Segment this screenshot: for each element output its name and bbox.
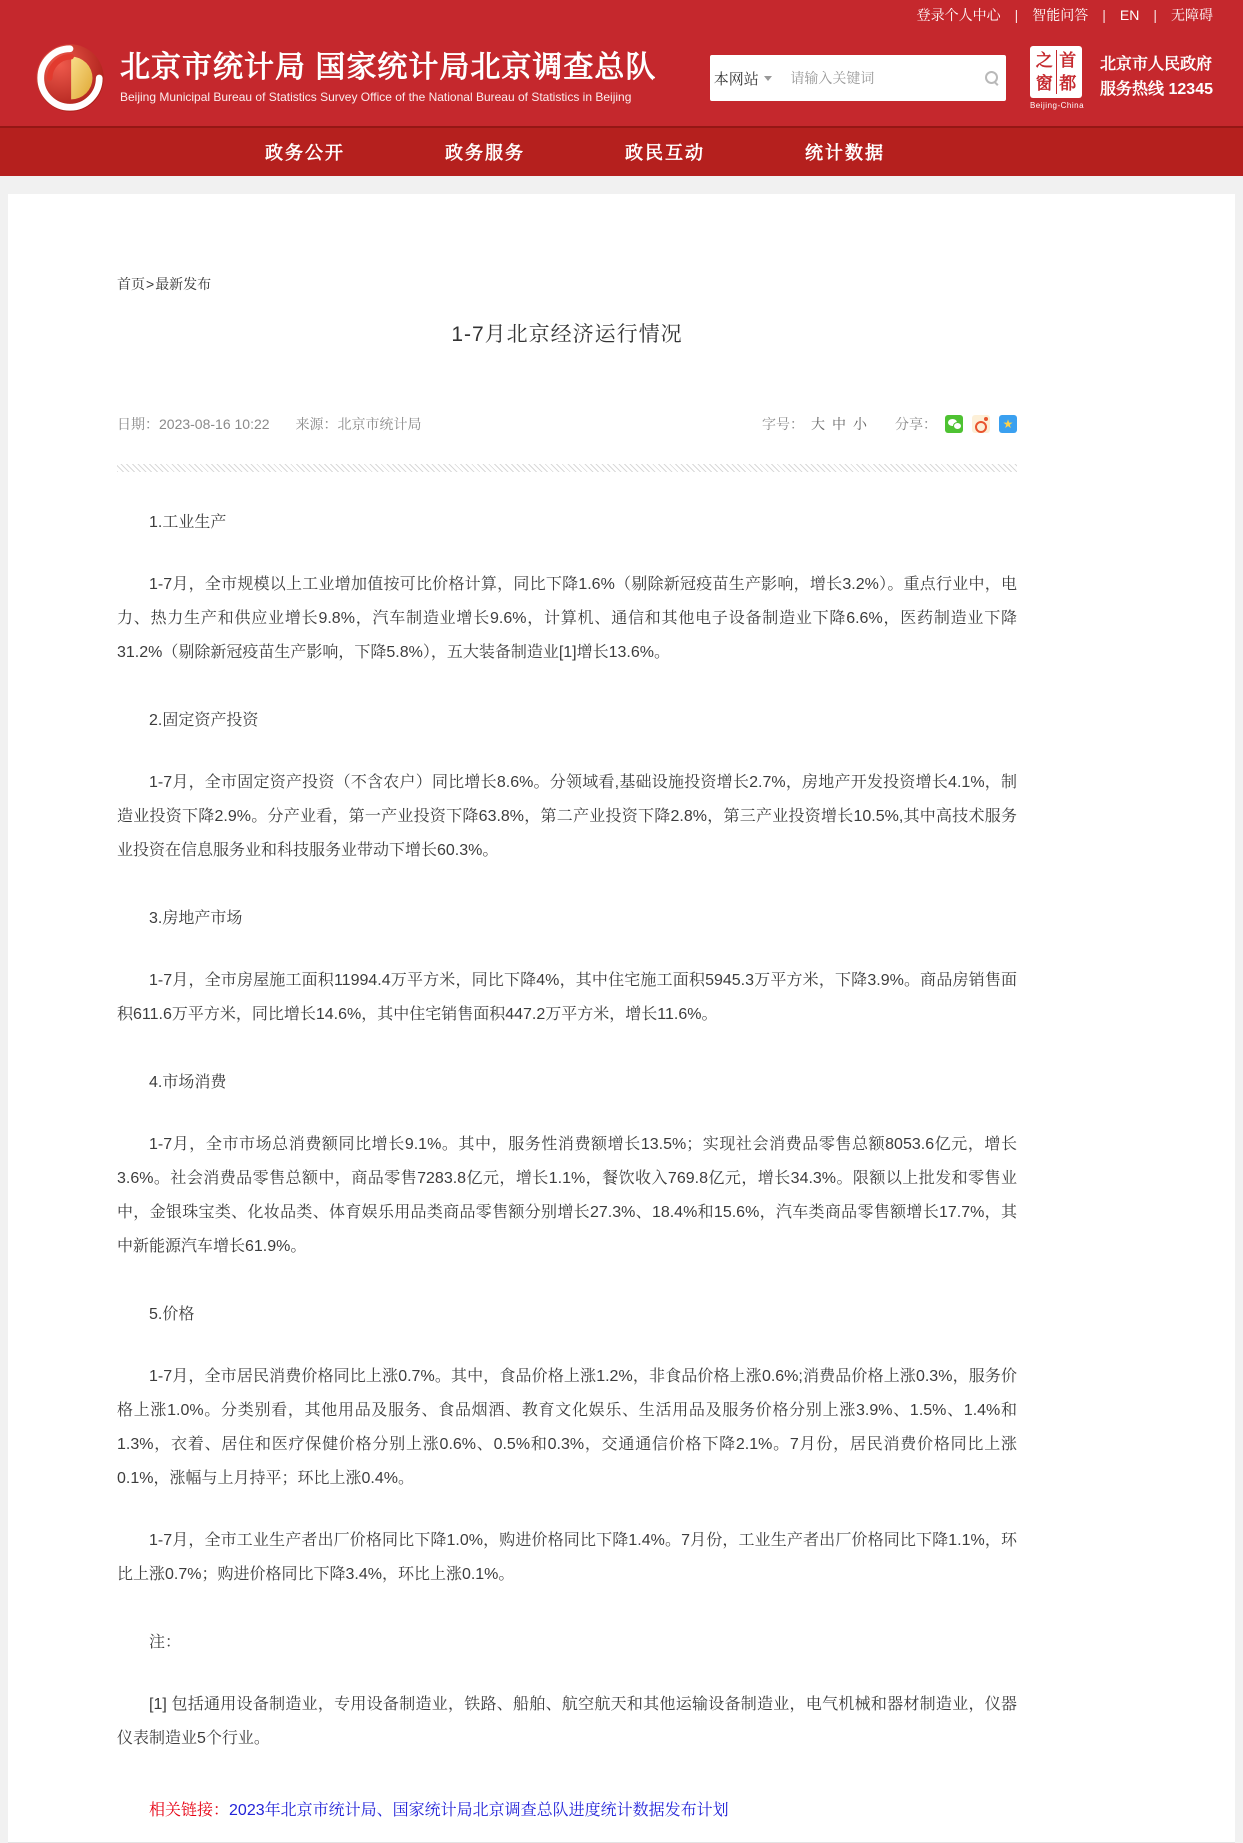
bureau-logo bbox=[34, 42, 106, 114]
breadcrumb bbox=[117, 274, 1017, 294]
breadcrumb-latest-release[interactable]: 最新发布 bbox=[155, 276, 212, 292]
topbar-link-login[interactable]: 登录个人中心 bbox=[916, 7, 1001, 23]
topbar-link-smart-qa[interactable]: 智能问答 bbox=[1032, 7, 1089, 23]
article-section bbox=[117, 902, 1017, 1032]
article-section bbox=[117, 1066, 1017, 1264]
topbar-separator: | bbox=[1014, 7, 1019, 23]
date-value: 2023-08-16 10:22 bbox=[159, 416, 270, 432]
topbar-link-english[interactable]: EN bbox=[1119, 7, 1140, 23]
seal-char: 都 bbox=[1059, 74, 1077, 94]
fontsize-medium-button[interactable]: 中 bbox=[832, 416, 846, 432]
share-icons bbox=[945, 415, 1017, 433]
section-paragraph: 1-7月，全市规模以上工业增加值按可比价格计算，同比下降1.6%（剔除新冠疫苗生产影响，增长3.2%）。重点行业中，电力、热力生产和供应业增长9.8%，汽车制造业增长9.6%，计算机、通信和其他电子设备制造业下降6.6%，医药制造业下降31.2%（剔除新冠疫苗生产影响，下降5.8%），五大装备制造业[1]增长13.6%。 bbox=[117, 576, 1017, 661]
site-subtitle: Beijing Municipal Bureau of Statistics Survey Office of the National Bureau of Statistics in Beijing bbox=[120, 89, 632, 104]
related-links-row bbox=[117, 1794, 1017, 1828]
article bbox=[117, 194, 1017, 1828]
header-right bbox=[710, 46, 1213, 110]
search-input[interactable] bbox=[776, 55, 977, 101]
article-section bbox=[117, 704, 1017, 868]
site-title: 北京市统计局 国家统计局北京调查总队 bbox=[120, 51, 657, 85]
topbar bbox=[0, 0, 1243, 30]
related-links-label: 相关链接： bbox=[149, 1802, 230, 1819]
brand-text bbox=[120, 51, 656, 104]
fontsize-large-button[interactable]: 大 bbox=[811, 416, 825, 432]
article-section bbox=[117, 506, 1017, 670]
hotline-line1: 北京市人民政府 bbox=[1100, 56, 1213, 74]
chevron-down-icon bbox=[764, 76, 772, 81]
search-scope-select[interactable] bbox=[710, 55, 776, 101]
nav-item-public-interaction[interactable]: 政民互动 bbox=[625, 143, 705, 163]
capital-window-seal[interactable] bbox=[1030, 46, 1084, 110]
source-label: 来源： bbox=[295, 416, 338, 432]
section-paragraph: 1-7月，全市固定资产投资（不含农户）同比增长8.6%。分领域看,基础设施投资增长2.7%，房地产开发投资增长4.1%，制造业投资下降2.9%。分产业看，第一产业投资下降63.8%，第二产业投资下降2.8%，第三产业投资增长10.5%,其中高技术服务业投资在信息服务业和科技服务业带动下增长60.3%。 bbox=[117, 774, 1017, 859]
section-heading: 4.市场消费 bbox=[149, 1074, 227, 1091]
source-value: 北京市统计局 bbox=[337, 416, 422, 432]
topbar-link-accessibility[interactable]: 无障碍 bbox=[1171, 7, 1213, 23]
section-paragraph: 1-7月，全市工业生产者出厂价格同比下降1.0%，购进价格同比下降1.4%。7月份，工业生产者出厂价格同比下降1.1%，环比上涨0.7%；购进价格同比下降3.4%，环比上涨0.1%。 bbox=[117, 1532, 1017, 1583]
main-nav bbox=[0, 126, 1243, 176]
search-icon bbox=[985, 71, 999, 85]
topbar-separator: | bbox=[1153, 7, 1157, 23]
seal-char: 窗 bbox=[1035, 74, 1053, 94]
seal-grid bbox=[1030, 46, 1082, 98]
fontsize-small-button[interactable]: 小 bbox=[853, 416, 867, 432]
seal-caption: Beijing-China bbox=[1029, 101, 1085, 110]
related-link[interactable]: 2023年北京市统计局、国家统计局北京调查总队进度统计数据发布计划 bbox=[229, 1802, 729, 1819]
qzone-share-icon[interactable]: ★ bbox=[999, 415, 1017, 433]
hotline-line2: 服务热线 12345 bbox=[1100, 81, 1213, 98]
share-label: 分享： bbox=[895, 416, 937, 432]
section-paragraph: 1-7月，全市房屋施工面积11994.4万平方米，同比下降4%，其中住宅施工面积5945.3万平方米，下降3.9%。商品房销售面积611.6万平方米，同比增长14.6%，其中住宅销售面积447.2万平方米，增长11.6%。 bbox=[117, 972, 1017, 1023]
hatched-divider bbox=[117, 464, 1017, 472]
search-button[interactable] bbox=[977, 55, 1006, 101]
article-section bbox=[117, 1298, 1017, 1592]
section-heading: 3.房地产市场 bbox=[149, 910, 243, 927]
article-meta bbox=[117, 414, 1017, 434]
seal-char: 之 bbox=[1035, 50, 1053, 70]
section-paragraph: [1] 包括通用设备制造业，专用设备制造业，铁路、船舶、航空航天和其他运输设备制造业，电气机械和器材制造业，仪器仪表制造业5个行业。 bbox=[117, 1696, 1017, 1747]
section-heading: 注： bbox=[149, 1634, 182, 1651]
search-box bbox=[710, 55, 1006, 101]
nav-item-gov-disclosure[interactable]: 政务公开 bbox=[265, 143, 345, 163]
section-heading: 1.工业生产 bbox=[149, 514, 227, 531]
fontsize-label: 字号： bbox=[762, 416, 804, 432]
section-heading: 5.价格 bbox=[149, 1306, 195, 1323]
gov-hotline bbox=[1100, 53, 1213, 103]
site-header bbox=[0, 30, 1243, 126]
search-scope-label: 本网站 bbox=[713, 70, 759, 88]
article-section bbox=[117, 1626, 1017, 1756]
article-body bbox=[117, 506, 1017, 1828]
wechat-share-icon[interactable] bbox=[945, 415, 963, 433]
breadcrumb-home[interactable]: 首页 bbox=[117, 276, 145, 292]
section-heading: 2.固定资产投资 bbox=[149, 712, 259, 729]
breadcrumb-separator: > bbox=[146, 276, 155, 292]
seal-char: 首 bbox=[1059, 50, 1077, 70]
topbar-separator: | bbox=[1102, 7, 1106, 23]
section-paragraph: 1-7月，全市市场总消费额同比增长9.1%。其中，服务性消费额增长13.5%；实现社会消费品零售总额8053.6亿元，增长3.6%。社会消费品零售总额中，商品零售7283.8亿元，增长1.1%，餐饮收入769.8亿元，增长34.3%。限额以上批发和零售业中，金银珠宝类、化妆品类、体育娱乐用品类商品零售额分别增长27.3%、18.4%和15.6%，汽车类商品零售额增长17.7%，其中新能源汽车增长61.9%。 bbox=[117, 1136, 1017, 1255]
content-card bbox=[8, 194, 1235, 1843]
nav-item-statistics-data[interactable]: 统计数据 bbox=[805, 143, 885, 163]
section-paragraph: 1-7月，全市居民消费价格同比上涨0.7%。其中，食品价格上涨1.2%，非食品价格上涨0.6%;消费品价格上涨0.3%，服务价格上涨1.0%。分类别看，其他用品及服务、食品烟酒、教育文化娱乐、生活用品及服务价格分别上涨3.9%、1.5%、1.4%和1.3%，衣着、居住和医疗保健价格分别上涨0.6%、0.5%和0.3%，交通通信价格下降2.1%。7月份，居民消费价格同比上涨0.1%，涨幅与上月持平；环比上涨0.4%。 bbox=[117, 1368, 1017, 1487]
nav-item-gov-services[interactable]: 政务服务 bbox=[445, 143, 525, 163]
date-label: 日期： bbox=[117, 416, 159, 432]
page-title: 1-7月北京经济运行情况 bbox=[451, 323, 683, 346]
weibo-share-icon[interactable] bbox=[972, 415, 990, 433]
